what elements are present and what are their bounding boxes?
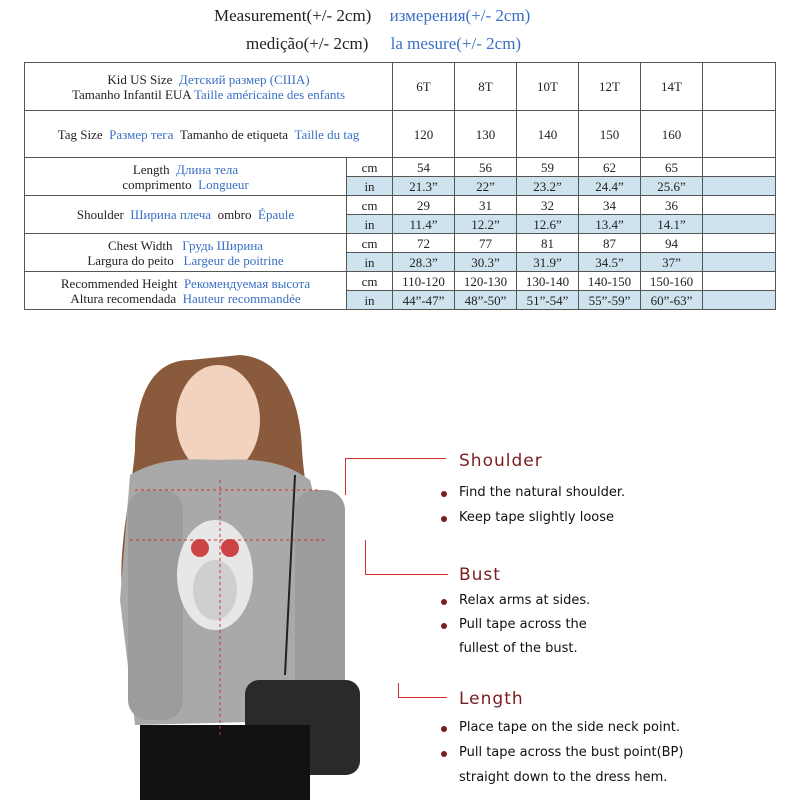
unit-in: in	[347, 253, 393, 272]
value-cell: 28.3”	[393, 253, 455, 272]
size-cell: 10T	[517, 63, 579, 111]
owl-belly-shape	[193, 560, 237, 620]
value-cell: 25.6”	[641, 177, 703, 196]
bust-guide-line	[365, 540, 448, 575]
bust-bullet-2: Pull tape across the	[459, 617, 587, 632]
chest-label	[25, 234, 347, 272]
value-cell: 14.1”	[641, 215, 703, 234]
bust-bullet-1: Relax arms at sides.	[459, 593, 591, 608]
measurement-label-ru: измерения(+/- 2cm)	[389, 6, 531, 25]
value-cell: 21.3”	[393, 177, 455, 196]
tag-cell: 130	[455, 111, 517, 158]
tag-size-row	[25, 111, 776, 158]
shoulder-cm-row	[25, 196, 776, 215]
size-cell: 6T	[393, 63, 455, 111]
value-cell: 32	[517, 196, 579, 215]
length-bullet-1: Place tape on the side neck point.	[459, 720, 681, 735]
length-title: Length	[459, 689, 524, 709]
value-cell: 29	[393, 196, 455, 215]
height-pt: Altura recomendada	[70, 290, 177, 306]
value-cell: 13.4”	[579, 215, 641, 234]
value-cell: 44”-47”	[393, 291, 455, 310]
value-cell: 77	[455, 234, 517, 253]
tag-cell: 140	[517, 111, 579, 158]
value-cell: 30.3”	[455, 253, 517, 272]
height-label	[25, 272, 347, 310]
height-cm-row	[25, 272, 776, 291]
bullet-dot	[441, 516, 447, 522]
value-cell: 62	[579, 158, 641, 177]
length-label	[25, 158, 347, 196]
length-fr: Longueur	[198, 176, 249, 192]
tag-size-pt: Tamanho de etiqueta	[179, 126, 289, 142]
value-cell: 34.5”	[579, 253, 641, 272]
empty-cell	[703, 215, 776, 234]
unit-in: in	[347, 215, 393, 234]
empty-cell	[703, 158, 776, 177]
value-cell: 94	[641, 234, 703, 253]
empty-cell	[703, 234, 776, 253]
kid-size-label	[25, 63, 393, 111]
value-cell: 31	[455, 196, 517, 215]
measurement-label-pt: medição(+/- 2cm)	[246, 34, 369, 53]
shoulder-title: Shoulder	[459, 451, 543, 471]
bullet-dot	[441, 751, 447, 757]
bullet-dot	[441, 623, 447, 629]
bust-bullet-3: fullest of the bust.	[459, 641, 578, 656]
pants-shape	[140, 725, 310, 800]
shoulder-fr: Épaule	[258, 207, 295, 222]
shoulder-en: Shoulder	[76, 207, 124, 222]
length-ru: Длина тела	[176, 161, 239, 177]
kid-size-en: Kid US Size	[107, 71, 173, 87]
bust-title: Bust	[459, 565, 501, 585]
value-cell: 22”	[455, 177, 517, 196]
tag-cell: 160	[641, 111, 703, 158]
chest-cm-row	[25, 234, 776, 253]
tag-size-ru: Размер тега	[109, 126, 174, 142]
tag-size-en: Tag Size	[57, 126, 103, 142]
value-cell: 23.2”	[517, 177, 579, 196]
right-sleeve-shape	[295, 490, 345, 700]
unit-cm: cm	[347, 234, 393, 253]
kid-size-pt: Tamanho Infantil EUA	[72, 86, 191, 102]
size-chart-table	[24, 62, 776, 310]
height-en: Recommended Height	[60, 275, 178, 291]
header-line-1	[214, 6, 530, 26]
chest-ru: Грудь Ширина	[182, 237, 264, 253]
empty-cell	[703, 253, 776, 272]
value-cell: 81	[517, 234, 579, 253]
value-cell: 36	[641, 196, 703, 215]
measurement-label-fr: la mesure(+/- 2cm)	[390, 34, 522, 53]
tag-cell: 120	[393, 111, 455, 158]
value-cell: 72	[393, 234, 455, 253]
unit-cm: cm	[347, 196, 393, 215]
value-cell: 12.2”	[455, 215, 517, 234]
shoulder-pt: ombro	[217, 207, 252, 222]
empty-cell	[703, 272, 776, 291]
unit-in: in	[347, 291, 393, 310]
face-shape	[176, 365, 260, 475]
size-cell: 14T	[641, 63, 703, 111]
chest-pt: Largura do peito	[87, 252, 174, 268]
header-line-2	[246, 34, 521, 54]
shoulder-guide-line	[345, 458, 446, 495]
length-en: Length	[132, 161, 170, 177]
value-cell: 55”-59”	[579, 291, 641, 310]
chest-fr: Largeur de poitrine	[183, 252, 284, 268]
shoulder-bullet-2: Keep tape slightly loose	[459, 510, 615, 525]
value-cell: 24.4”	[579, 177, 641, 196]
shoulder-bullet-1: Find the natural shoulder.	[459, 485, 626, 500]
value-cell: 12.6”	[517, 215, 579, 234]
height-fr: Hauteur recommandée	[182, 290, 301, 306]
value-cell: 120-130	[455, 272, 517, 291]
unit-in: in	[347, 177, 393, 196]
unit-cm: cm	[347, 272, 393, 291]
value-cell: 87	[579, 234, 641, 253]
height-ru: Рекомендуемая высота	[183, 275, 311, 291]
bullet-dot	[441, 599, 447, 605]
bullet-dot	[441, 726, 447, 732]
kid-size-row	[25, 63, 776, 111]
value-cell: 51”-54”	[517, 291, 579, 310]
empty-cell	[703, 111, 776, 158]
bullet-dot	[441, 491, 447, 497]
empty-cell	[703, 196, 776, 215]
value-cell: 48”-50”	[455, 291, 517, 310]
size-cell: 12T	[579, 63, 641, 111]
length-pt: comprimento	[122, 176, 192, 192]
shoulder-ru: Ширина плеча	[130, 207, 212, 222]
value-cell: 150-160	[641, 272, 703, 291]
length-bullet-2: Pull tape across the bust point(BP)	[459, 745, 684, 760]
empty-cell	[703, 177, 776, 196]
length-guide-line	[398, 683, 447, 698]
value-cell: 54	[393, 158, 455, 177]
value-cell: 59	[517, 158, 579, 177]
shoulder-label	[25, 196, 347, 234]
tag-cell: 150	[579, 111, 641, 158]
empty-cell	[703, 291, 776, 310]
value-cell: 140-150	[579, 272, 641, 291]
value-cell: 37”	[641, 253, 703, 272]
kid-size-ru: Детский размер (США)	[178, 71, 310, 87]
empty-cell	[703, 63, 776, 111]
value-cell: 60”-63”	[641, 291, 703, 310]
chest-en: Chest Width	[107, 237, 173, 253]
measurement-label-en: Measurement(+/- 2cm)	[214, 6, 372, 25]
length-bullet-3: straight down to the dress hem.	[459, 770, 668, 785]
length-cm-row	[25, 158, 776, 177]
kid-size-fr: Taille américaine des enfants	[193, 86, 346, 102]
value-cell: 65	[641, 158, 703, 177]
owl-eye-right-shape	[221, 539, 239, 557]
value-cell: 31.9”	[517, 253, 579, 272]
owl-eye-left-shape	[191, 539, 209, 557]
value-cell: 34	[579, 196, 641, 215]
value-cell: 130-140	[517, 272, 579, 291]
tag-size-fr: Taille du tag	[294, 126, 360, 142]
unit-cm: cm	[347, 158, 393, 177]
value-cell: 11.4”	[393, 215, 455, 234]
tag-size-label	[25, 111, 393, 158]
value-cell: 110-120	[393, 272, 455, 291]
left-sleeve-shape	[128, 490, 183, 720]
value-cell: 56	[455, 158, 517, 177]
model-photo	[40, 340, 400, 800]
size-cell: 8T	[455, 63, 517, 111]
